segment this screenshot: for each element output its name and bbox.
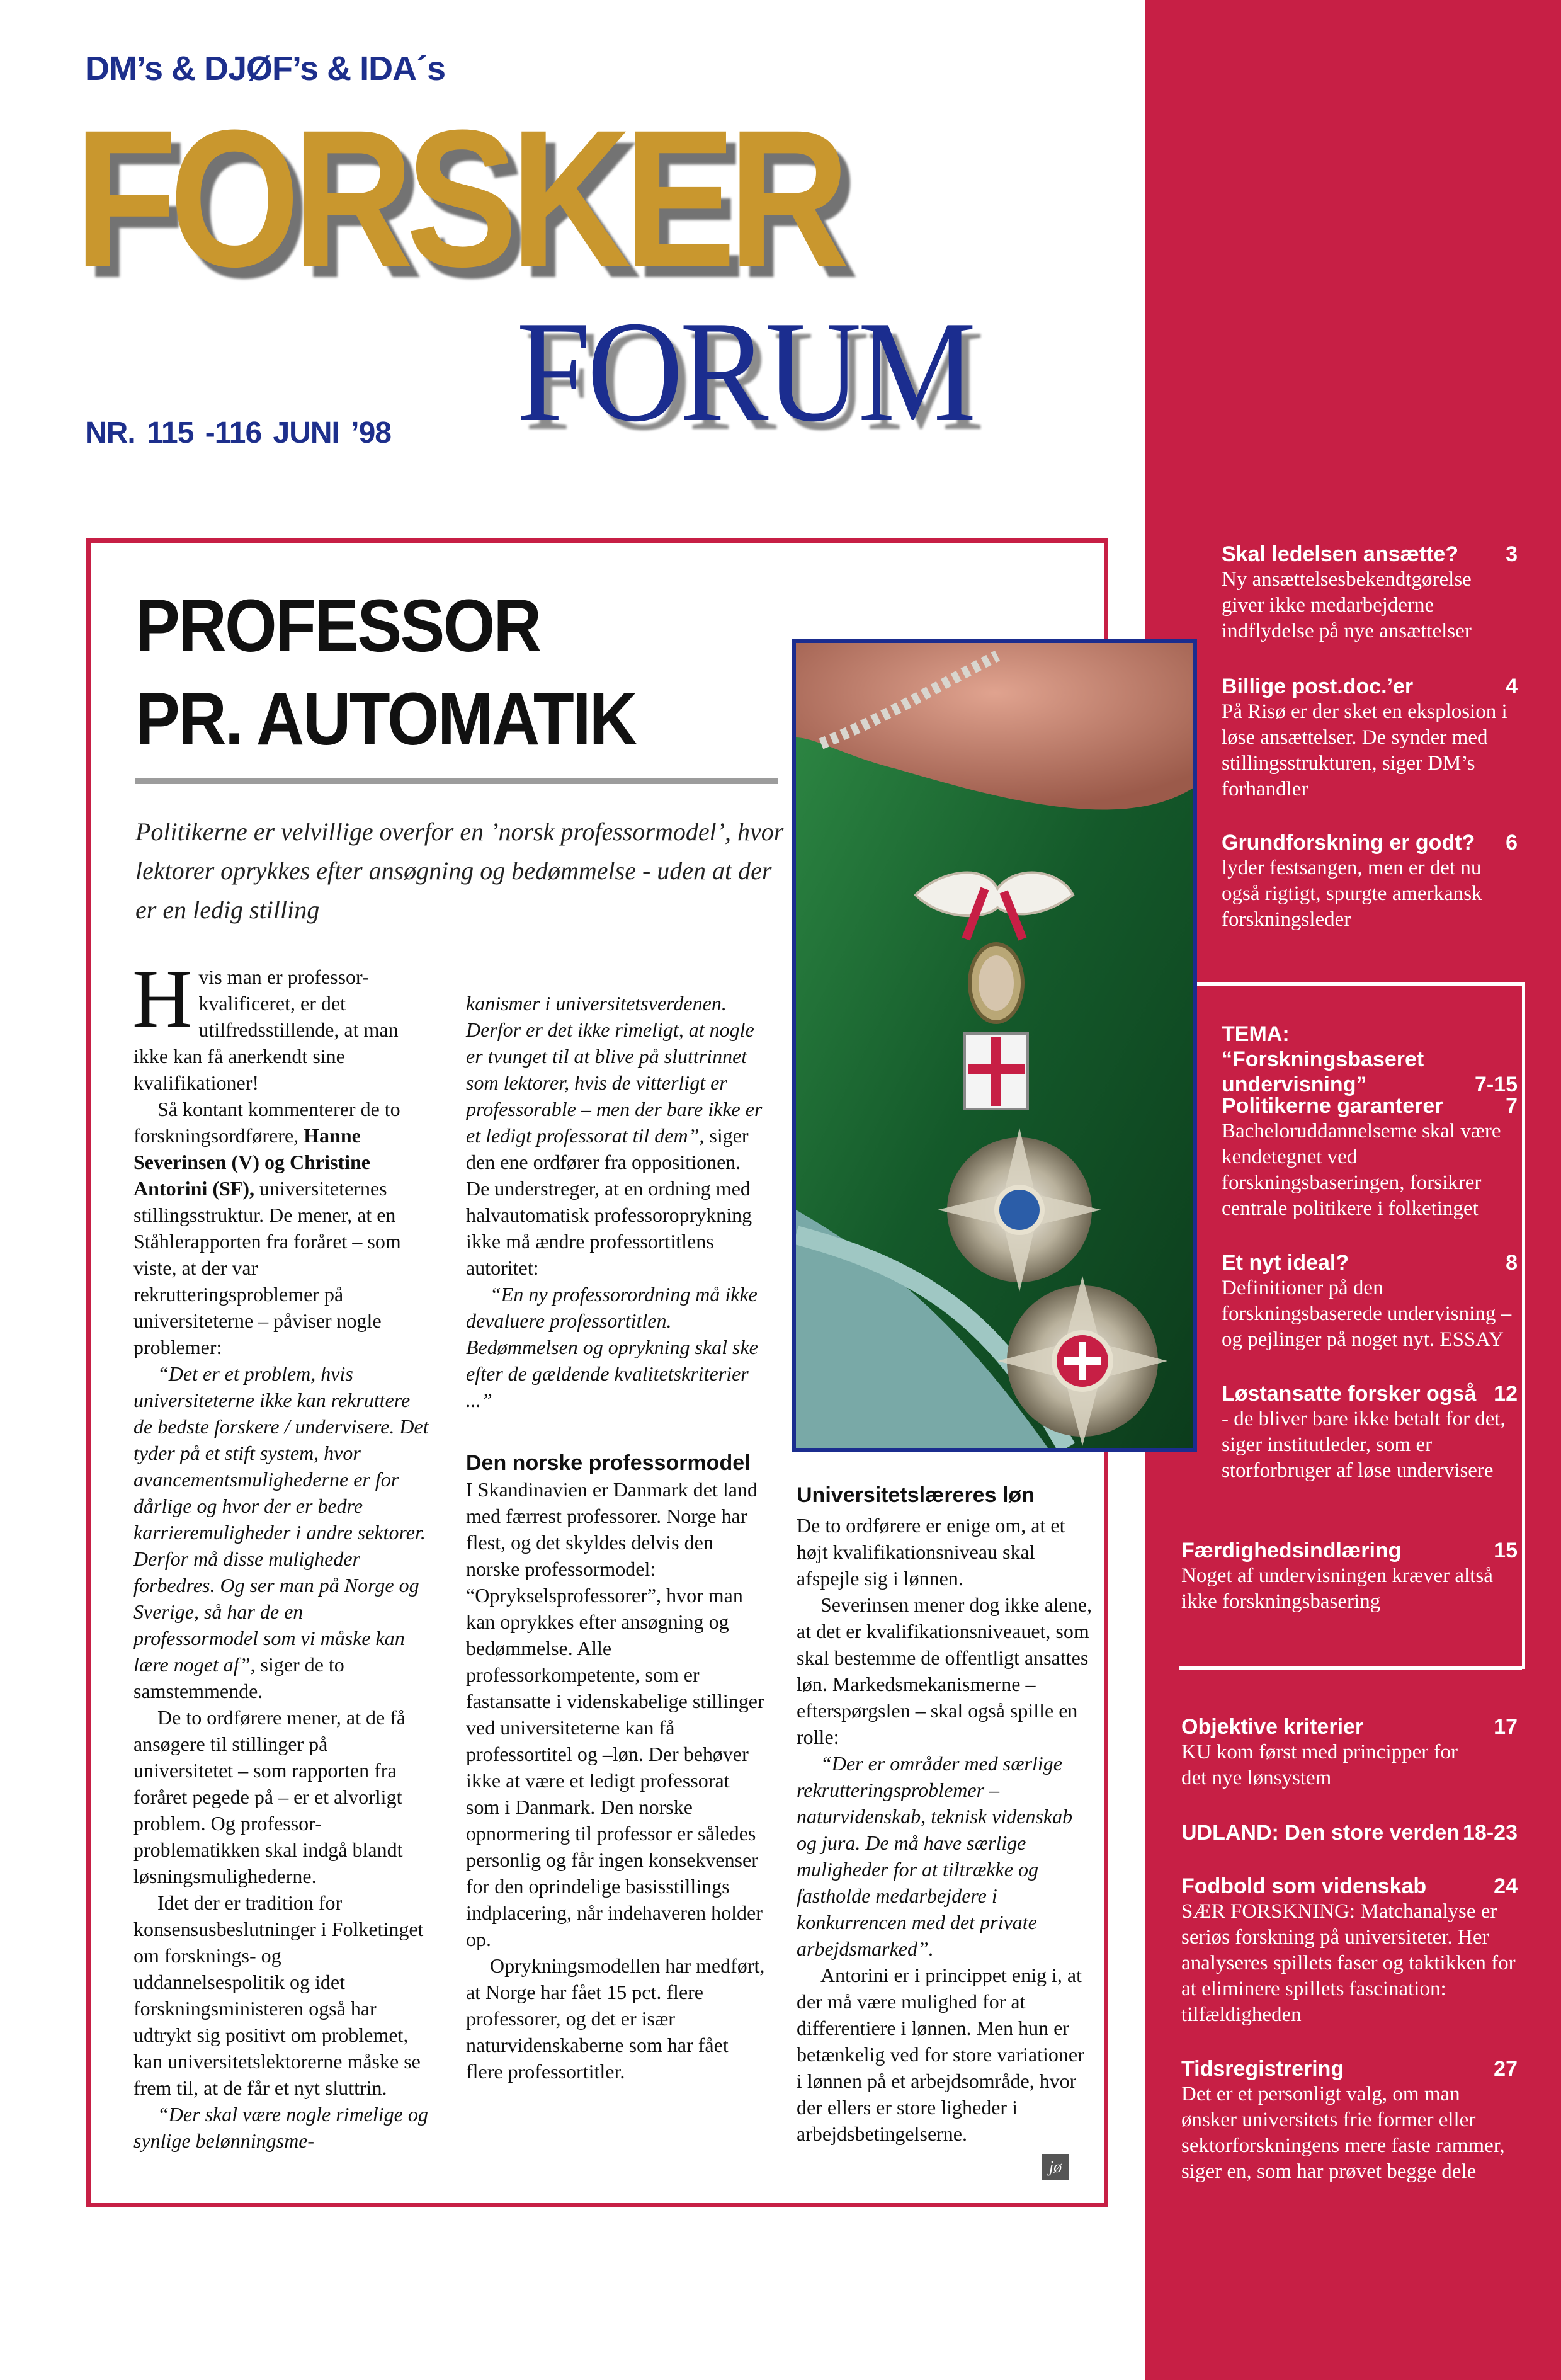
toc-entry[interactable]: [1222, 674, 1518, 802]
article-paragraph: Antorini er i princippet enig i, at der må være mulighed for at differentiere i lønnen. Men hun er betænkelig ved for store variationer i lønnen på et arbejdsområde, hvor der ellers er store ligheder i arbejdsbetingelserne.: [797, 1964, 1084, 2145]
toc-entry[interactable]: [1222, 1250, 1518, 1353]
toc-title: TEMA: “Forskningsbaseret undervisning”: [1222, 1022, 1424, 1096]
quote: “Der skal være nogle rimelige og synlige belønningsme-: [133, 2103, 428, 2152]
author-signature: jø: [1042, 2154, 1069, 2180]
article-paragraph: I Skandinavien er Danmark det land med færrest professorer. Norge har flest, og det skyldes delvis den norske professormodel: “Oprykselsprofessorer”, hvor man kan oprykkes efter ansøgning og bedømmelse. Alle professorkompetente, som er fastansatte i videnskabelige stillinger ved universiteterne kan få professortitel og –løn. Der behøver ikke at være et ledigt professorat som i Danmark. Den norske opnormering til professor er således personlig og får ingen konsekvenser for den oprindelige basisstillings indplacering, når indehaveren holder op.: [466, 1478, 764, 1950]
article-column-2: [466, 990, 765, 2085]
toc-page: 4: [1506, 675, 1518, 698]
quote-attribution: siger de to samstemmende.: [133, 1653, 344, 1702]
politician-names: Hanne Severinsen (V) og Christine Antorini (SF),: [133, 1124, 370, 1200]
toc-desc: Bacheloruddannelserne skal være kendetegnet ved forskningsbaseringen, forsikrer centrale politikere i folketinget: [1222, 1120, 1501, 1220]
article-headline: [135, 579, 636, 766]
article-paragraph: vis man er professor-kvalificeret, er det utilfredsstillende, at man ikke kan få anerkendt sine kvalifikationer!: [133, 965, 399, 1094]
headline-line-1: PROFESSOR: [135, 584, 540, 668]
toc-theme-entry[interactable]: [1222, 1022, 1518, 1097]
toc-title: UDLAND: Den store verden: [1181, 1821, 1460, 1845]
article-paragraph: De to ordførere er enige om, at et højt kvalifikationsniveau skal afspejle sig i lønnen.: [797, 1514, 1065, 1590]
toc-page: 15: [1494, 1539, 1518, 1563]
toc-page: 6: [1506, 831, 1518, 855]
medals-illustration: [796, 643, 1193, 1448]
toc-entry[interactable]: [1181, 1874, 1518, 2028]
article-paragraph-cont: universiteternes stillingsstruktur. De mener, at en Ståhlerapporten fra foråret – som viste, at der var rekrutteringsproblemer på universiteterne – påviser nogle problemer:: [133, 1177, 401, 1358]
quote-attribution: siger den ene ordfører fra oppositionen. De understreger, at en ordning med halvautomatisk professoroprykning ikke må ændre professortitlens autoritet:: [466, 1124, 752, 1279]
quote: “En ny professorordning må ikke devaluere professortitlen. Bedømmelsen og oprykning skal ske efter de gældende kvalitetskriterier ...”: [466, 1283, 758, 1411]
toc-desc: lyder festsangen, men er det nu også rigtigt, spurgte amerkansk forskningsleder: [1222, 857, 1482, 931]
toc-desc: Det er et personligt valg, om man ønsker universitets frie former eller sektorforskningens mere faste rammer, siger en, som har prøvet begge dele: [1181, 2083, 1505, 2183]
toc-desc: - de bliver bare ikke betalt for det, siger institutleder, som er storforbruger af løse undervisere: [1222, 1408, 1506, 1482]
toc-entry[interactable]: [1222, 1381, 1518, 1484]
article-paragraph: Så kontant kommenterer de to forskningsordførere,: [133, 1098, 400, 1147]
headline-rule: [135, 778, 778, 784]
toc-entry[interactable]: [1222, 542, 1518, 644]
toc-page: 7: [1506, 1094, 1518, 1118]
article-paragraph: Severinsen mener dog ikke alene, at det er kvalifikationsniveauet, som skal bestemme de offentligt ansattes løn. Markedsmekanismerne – efterspørgslen – skal også spille en rolle:: [797, 1593, 1092, 1748]
article-photo: [792, 639, 1197, 1452]
toc-title: Objektive kriterier: [1181, 1715, 1364, 1739]
section-subhead: Den norske professormodel: [466, 1451, 751, 1475]
toc-title: Grundforskning er godt?: [1222, 831, 1475, 855]
toc-page: 27: [1494, 2057, 1518, 2081]
edition-line: DM’s & DJØF’s & IDA´s: [85, 50, 446, 88]
toc-page: 12: [1494, 1382, 1518, 1406]
toc-entry[interactable]: [1222, 1093, 1518, 1222]
quote: kanismer i universitetsverdenen. Derfor er det ikke rimeligt, at nogle er tvunget til at blive på sluttrinnet som lektorer, hvis de vitterligt er professorable – men der bare ikke er et ledigt professorat til dem”,: [466, 992, 763, 1147]
quote: “Det er et problem, hvis universiteterne ikke kan rekruttere de bedste forskere / undervisere. Det tyder på et stift system, hvor avancementsmulighederne er for dårlige og hvor der er bedre karrieremuligheder i andre sektorer. Derfor må disse muligheder forbedres. Og ser man på Norge og Sverige, så har de en professormodel som vi måske kan lære noget af”,: [133, 1362, 429, 1676]
toc-entry[interactable]: [1181, 1714, 1518, 1791]
toc-desc: Ny ansættelsesbekendtgørelse giver ikke medarbejderne indflydelse på nye ansættelser: [1222, 568, 1472, 642]
toc-page: 17: [1494, 1715, 1518, 1739]
toc-title: Fodbold som videnskab: [1181, 1874, 1427, 1898]
toc-title: Et nyt ideal?: [1222, 1251, 1349, 1275]
logo-forum: FORUM: [516, 291, 973, 452]
toc-title: Tidsregistrering: [1181, 2057, 1344, 2081]
toc-desc: Noget af undervisningen kræver altså ikke forskningsbasering: [1181, 1564, 1493, 1613]
toc-title: Skal ledelsen ansætte?: [1222, 542, 1459, 566]
toc-entry[interactable]: [1181, 2056, 1518, 2185]
article-paragraph: Idet der er tradition for konsensusbeslutninger i Folketinget om forsknings- og uddannelsespolitik og idet forskningsministeren også har udtrykt sig positivt om problemet, kan universitetslektorerne måske se frem til, at de får et nyt sluttrin.: [133, 1891, 424, 2099]
toc-page: 24: [1494, 1874, 1518, 1898]
toc-entry[interactable]: [1222, 830, 1518, 933]
toc-page: 18-23: [1463, 1821, 1518, 1845]
headline-line-2: PR. AUTOMATIK: [135, 678, 636, 761]
article-column-3: [797, 1482, 1093, 2147]
toc-title: Løstansatte forsker også: [1222, 1382, 1477, 1406]
toc-desc: Definitioner på den forskningsbaserede undervisning – og pejlinger på noget nyt. ESSAY: [1222, 1277, 1512, 1351]
toc-title: Billige post.doc.’er: [1222, 675, 1414, 698]
toc-entry[interactable]: [1181, 1820, 1518, 1845]
toc-title: Politikerne garanterer: [1222, 1094, 1443, 1118]
article-paragraph: De to ordførere mener, at de få ansøgere til stillinger på universitetet – som rapporten fra foråret pegede på – er et alvorligt problem. Og professor-problematikken skal indgå blandt løsningsmulighederne.: [133, 1706, 406, 1887]
quote: “Der er områder med særlige rekrutteringsproblemer – naturvidenskab, teknisk videnskab og jura. De må have særlige muligheder for at tiltrække og fastholde medarbejdere i konkurrencen med det private arbejdsmarked”.: [797, 1752, 1073, 1960]
toc-title: Færdighedsindlæring: [1181, 1539, 1402, 1563]
toc-divider: [1179, 1666, 1522, 1670]
article-column-1: [132, 952, 429, 2154]
toc-page: 7-15: [1474, 1073, 1518, 1096]
toc-desc: KU kom først med principper for det nye lønsystem: [1181, 1741, 1458, 1789]
issue-line: NR. 115 -116 JUNI ’98: [85, 416, 391, 450]
toc-entry[interactable]: [1181, 1538, 1518, 1615]
toc-page: 3: [1506, 542, 1518, 566]
toc-desc: På Risø er der sket en eksplosion i løse ansættelser. De synder med stillingsstrukturen, siger DM’s forhandler: [1222, 700, 1507, 800]
toc-page: 8: [1506, 1251, 1518, 1275]
article-deck: Politikerne er velvillige overfor en ’norsk professormodel’, hvor lektorer oprykkes efter ansøgning og bedømmelse - uden at der er en ledig stilling: [135, 817, 784, 924]
drop-cap: H: [132, 952, 193, 1045]
toc-desc: SÆR FORSKNING: Matchanalyse er seriøs forskning på universiteter. Her analyseres spillets faser og taktikken for at eliminere spillets fascination: tilfældigheden: [1181, 1900, 1516, 2026]
section-subhead: Universitetslæreres løn: [797, 1483, 1035, 1507]
logo-forsker: FORSKER: [74, 89, 843, 307]
article-paragraph: Oprykningsmodellen har medført, at Norge har fået 15 pct. flere professorer, og det er især naturvidenskaberne som har fået flere professortitler.: [466, 1954, 765, 2083]
